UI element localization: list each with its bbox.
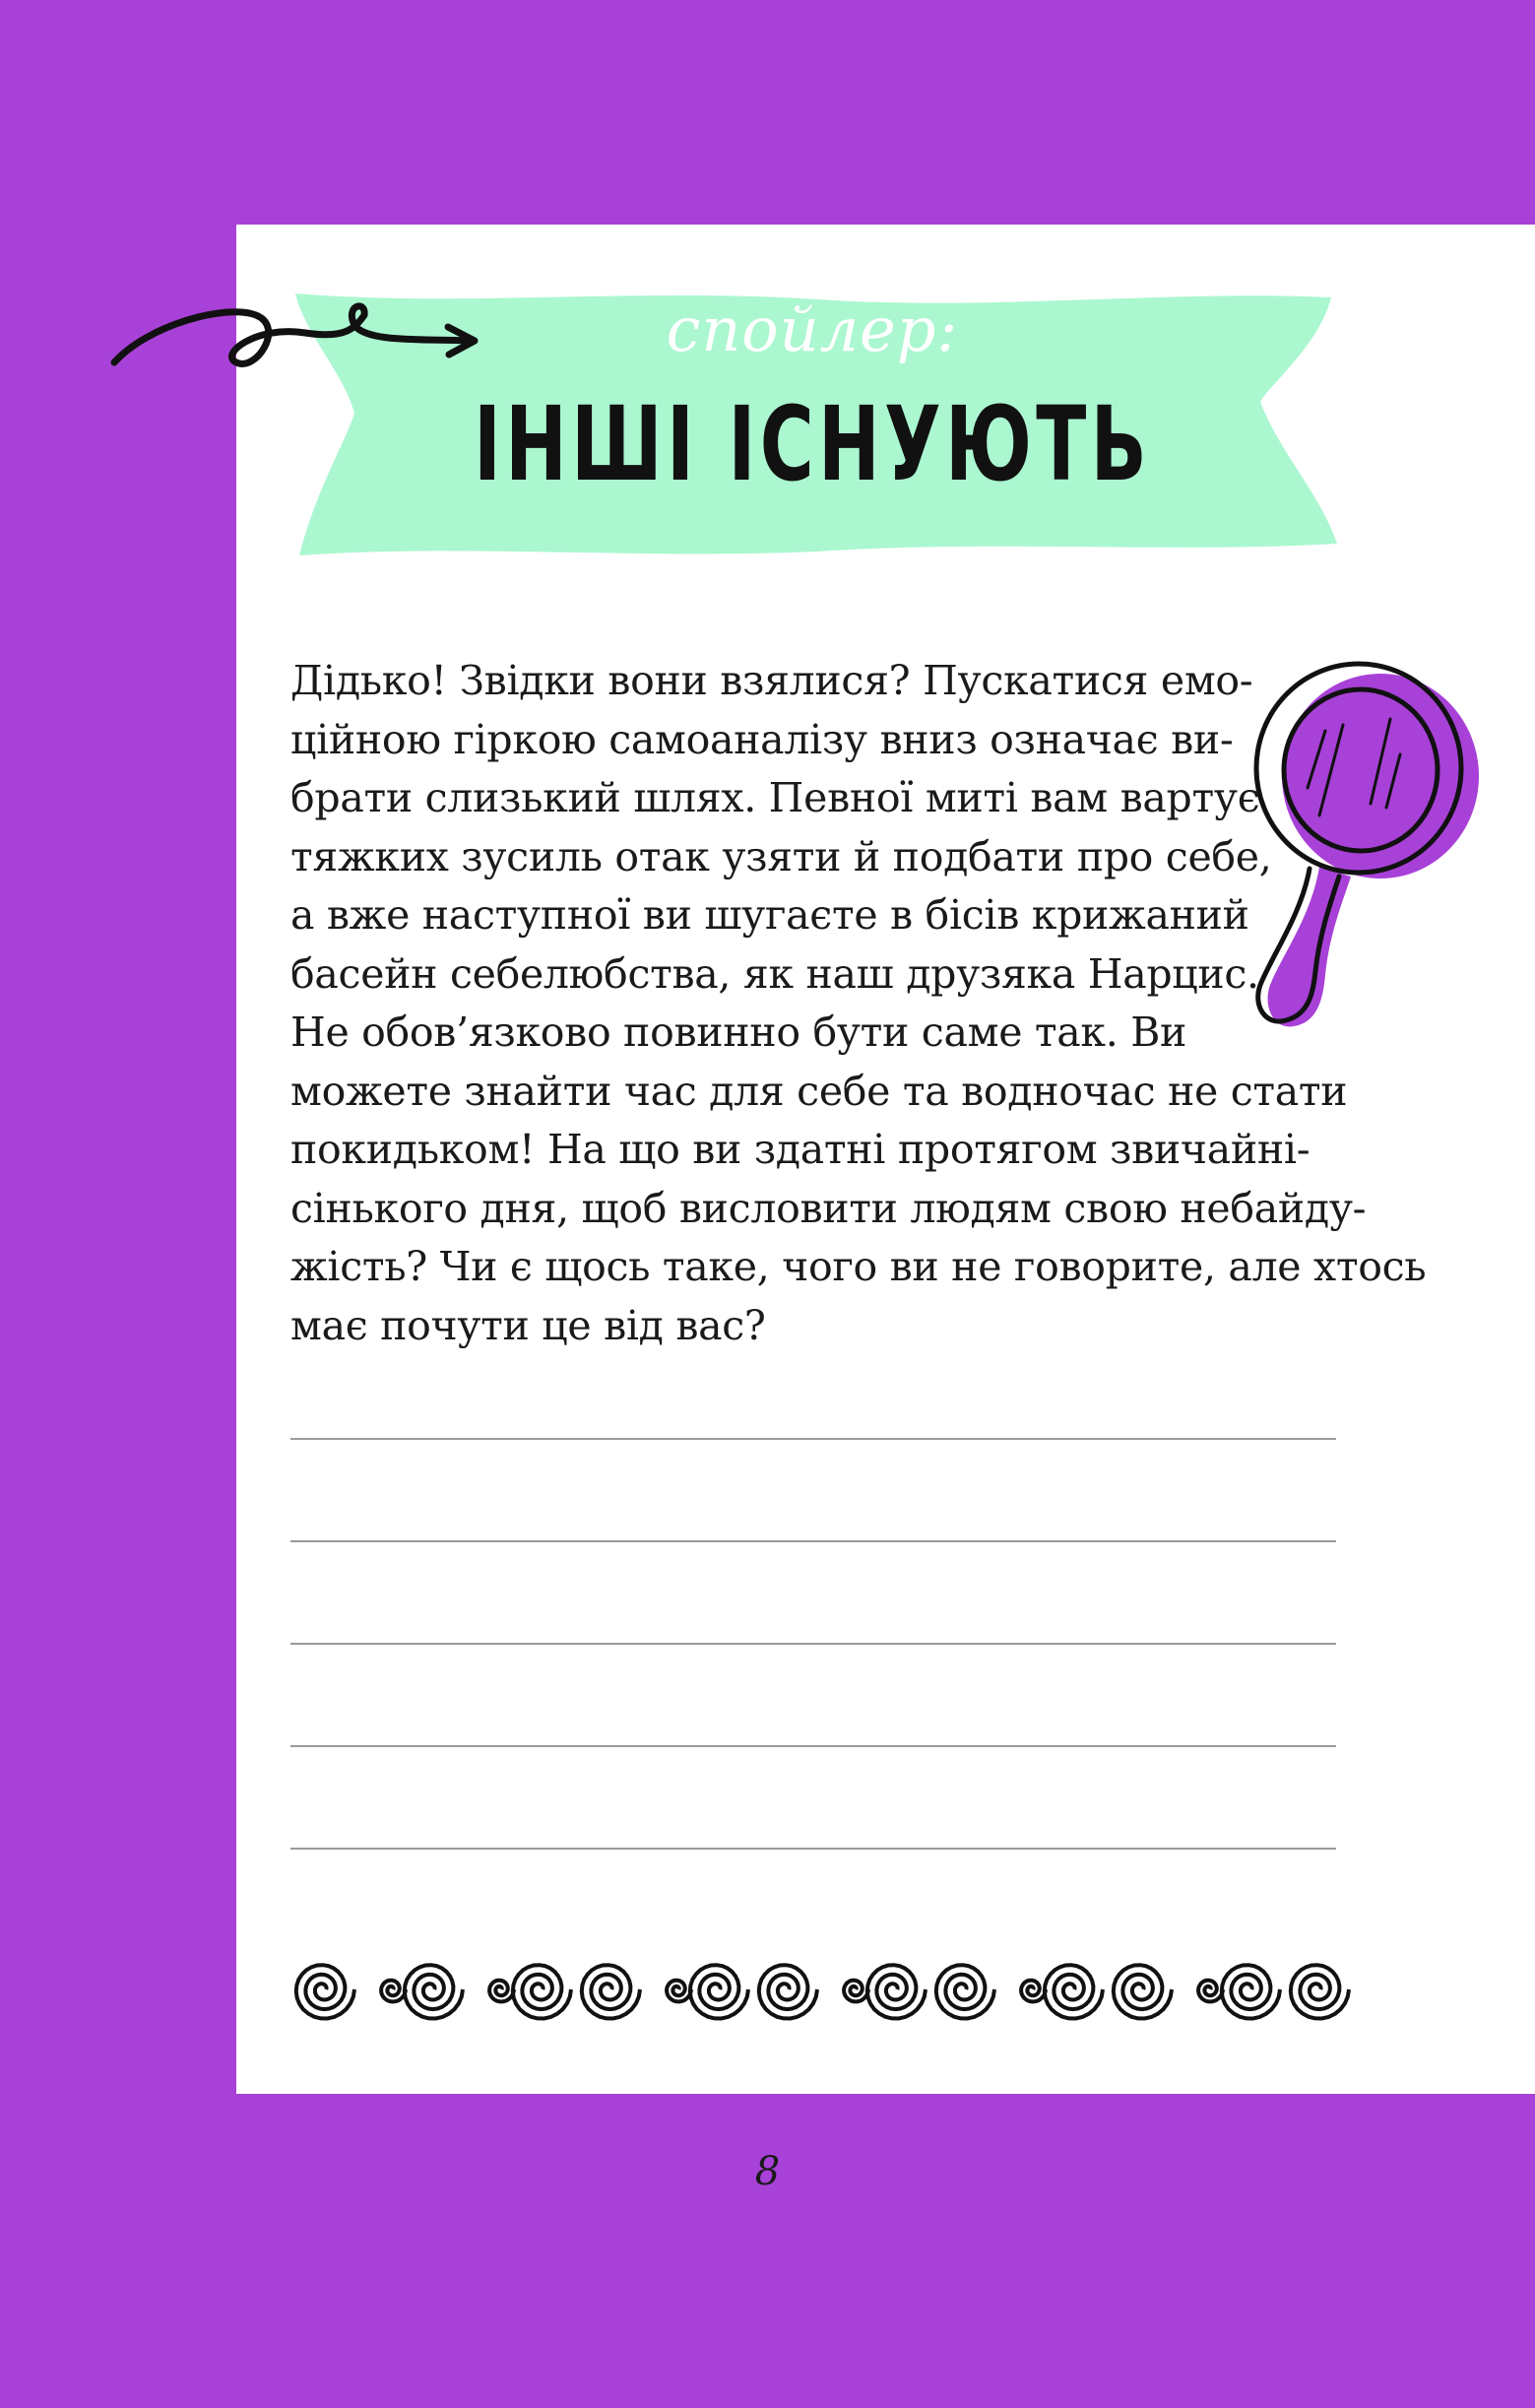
swirl — [405, 1965, 463, 2018]
writing-lines — [290, 1438, 1336, 1850]
swirl — [690, 1965, 748, 2018]
banner-subtitle: спойлер: — [666, 293, 959, 365]
body-line: можете знайти час для себе та водночас не стати — [290, 1067, 1348, 1115]
swirl — [759, 1965, 817, 2018]
swirl — [1045, 1965, 1103, 2018]
body-line: має почути це від вас? — [290, 1301, 766, 1349]
body-line: ційною гіркою самоаналізу вниз означає ви- — [290, 715, 1234, 763]
body-line: Не обов’язково повинно бути саме так. Ви — [290, 1009, 1187, 1056]
arrow-doodle-icon — [108, 286, 482, 394]
swirl — [296, 1965, 354, 2018]
swirl — [381, 1981, 406, 2002]
swirl — [844, 1981, 868, 2002]
swirl — [1198, 1981, 1223, 2002]
body-line: а вже наступної ви шугаєте в бісів крижаний — [290, 891, 1249, 939]
swirl — [513, 1965, 571, 2018]
body-paragraph — [290, 652, 1427, 1355]
body-line: басейн себелюбства, як наш друзяка Нарцис. — [290, 949, 1259, 998]
page-title: ІНШІ ІСНУЮТЬ — [473, 384, 1152, 504]
body-line: брати слизький шлях. Певної миті вам вартує — [290, 774, 1260, 821]
writing-line[interactable] — [290, 1747, 1336, 1850]
body-line: Дідько! Звідки вони взялися? Пускатися емо- — [290, 657, 1253, 704]
swirl — [582, 1965, 640, 2018]
swirl — [1114, 1965, 1172, 2018]
body-line: жість? Чи є щось таке, чого ви не говорите, але хтось — [290, 1243, 1427, 1290]
swirl — [1021, 1981, 1046, 2002]
writing-line[interactable] — [290, 1542, 1336, 1645]
swirl — [667, 1981, 691, 2002]
writing-line[interactable] — [290, 1440, 1336, 1542]
body-line: тяжких зусиль отак узяти й подбати про себе, — [290, 832, 1272, 880]
writing-line[interactable] — [290, 1645, 1336, 1747]
swirl — [867, 1965, 926, 2018]
swirl — [936, 1965, 994, 2018]
swirl-border-icon — [286, 1930, 1535, 2049]
swirl — [489, 1981, 514, 2002]
body-line: сінького дня, щоб висловити людям свою небайду- — [290, 1184, 1367, 1232]
page-number: 8 — [754, 2149, 781, 2194]
body-line: покидьком! На що ви здатні протягом звичайні- — [290, 1126, 1311, 1173]
swirl — [1222, 1965, 1280, 2018]
swirl — [1291, 1965, 1349, 2018]
